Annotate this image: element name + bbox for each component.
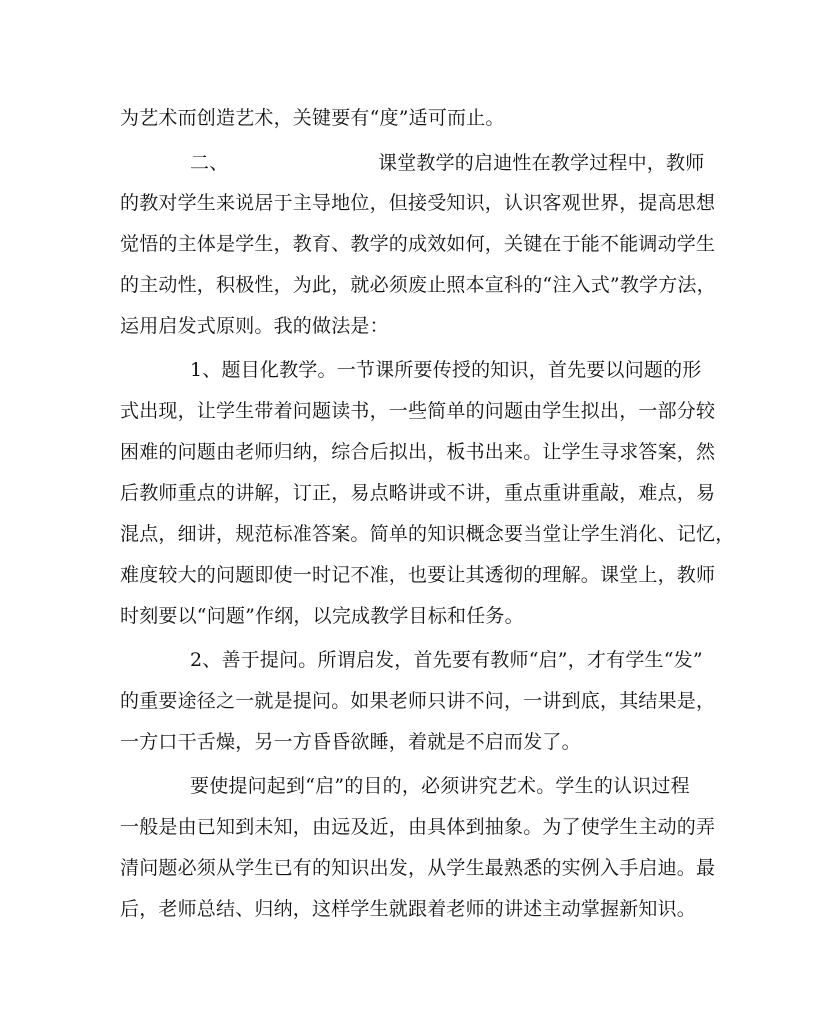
section-number: 二、 xyxy=(190,152,229,174)
text-line: 觉悟的主体是学生，教育、教学的成效如何，关键在于能不能调动学生 xyxy=(120,233,716,255)
text-line: 的主动性，积极性，为此，就必须废止照本宣科的“注入式”教学方法， xyxy=(120,274,716,296)
text-line: 清问题必须从学生已有的知识出发，从学生最熟悉的实例入手启迪。最 xyxy=(120,857,716,879)
text-line: 一般是由已知到未知，由远及近，由具体到抽象。为了使学生主动的弄 xyxy=(120,816,716,838)
text-line: 一方口干舌燥，另一方昏昏欲睡，着就是不启而发了。 xyxy=(120,731,581,753)
text-line: 运用启发式原则。我的做法是： xyxy=(120,315,389,337)
text-line: 混点，细讲，规范标准答案。简单的知识概念要当堂让学生消化、记忆， xyxy=(120,523,735,545)
paragraph-start: 1、题目化教学。一节课所要传授的知识，首先要以问题的形 xyxy=(190,359,702,381)
text-line: 为艺术而创造艺术，关键要有“度”适可而止。 xyxy=(120,107,505,129)
text-line: 后，老师总结、归纳，这样学生就跟着老师的讲述主动掌握新知识。 xyxy=(120,898,697,920)
text-line: 时刻要以“问题”作纲，以完成教学目标和任务。 xyxy=(120,605,524,627)
text-line: 式出现，让学生带着问题读书，一些简单的问题由学生拟出，一部分较 xyxy=(120,400,716,422)
text-line: 困难的问题由老师归纳，综合后拟出，板书出来。让学生寻求答案，然 xyxy=(120,441,716,463)
section-heading-text: 课堂教学的启迪性在教学过程中，教师 xyxy=(378,152,705,174)
text-line: 后教师重点的讲解，订正，易点略讲或不讲，重点重讲重敲，难点，易 xyxy=(120,482,716,504)
text-line: 的重要途径之一就是提问。如果老师只讲不问，一讲到底，其结果是， xyxy=(120,690,716,712)
paragraph-start: 要使提问起到“启”的目的，必须讲究艺术。学生的认识过程 xyxy=(190,775,690,797)
text-line: 的教对学生来说居于主导地位，但接受知识，认识客观世界，提高思想 xyxy=(120,192,716,214)
text-line: 难度较大的问题即使一时记不准，也要让其透彻的理解。课堂上，教师 xyxy=(120,564,716,586)
paragraph-start: 2、善于提问。所谓启发，首先要有教师“启”，才有学生“发” xyxy=(190,649,703,671)
